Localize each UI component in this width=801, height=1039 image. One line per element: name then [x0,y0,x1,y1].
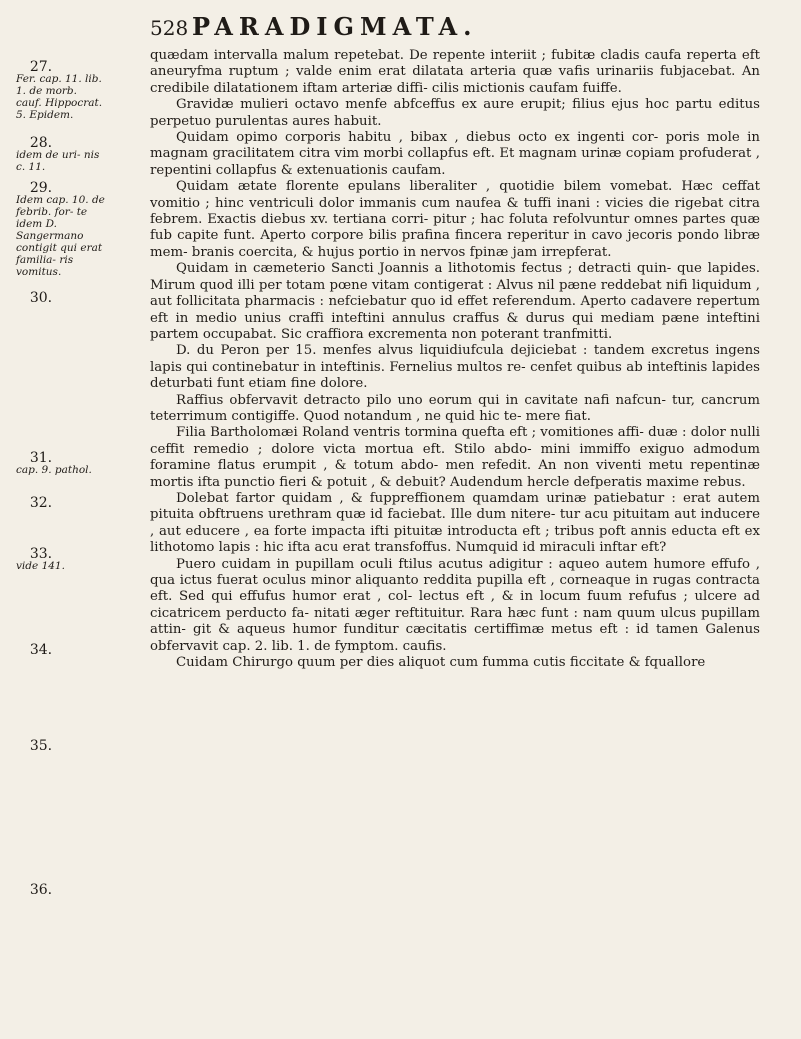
paragraph: Cuidam Chirurgo quum per dies aliquot cum fumma cutis ficcitate & fquallore [176,655,706,671]
paragraph: Raffius obfervavit detracto pilo uno eorum qui in cavitate nafi nafcun- tur, cancrum teterrimum contigiffe. Quod notandum , ne quid hic te- mere fiat. [150,392,760,424]
paragraph: D. du Peron per 15. menfes alvus liquidiufcula dejiciebat : tandem excretus ingens lapis qui continebatur in inteftinis. Fernelius multos re- cenfet quibus ab inteftinis lapides deturbati funt etiam fine dolore. [150,343,760,392]
paragraph: quædam intervalla malum repetebat. De repente interiit ; fubitæ cladis caufa reperta eft aneuryfma ruptum ; valde enim erat dilatata arteria quæ vafis urinariis fubjacebat. An credibile dilatationem iftam arteriæ diffi- cilis mictionis caufam fuiffe. [150,48,760,96]
margin-note-text: Fer. cap. 11. lib. 1. de morb. cauf. Hippocrat. 5. Epidem. [16,73,103,121]
margin-note [16,497,106,509]
margin-note-number: 27. [29,59,53,75]
margin-note [16,61,106,121]
margin-note [16,292,106,304]
margin-note [16,182,106,278]
page-header [150,10,710,42]
margin-note-text: Idem cap. 10. de febrib. for- te idem D. Sangermano contigit qui erat familia- ris vomitus. [16,194,105,278]
margin-note [16,137,106,173]
margin-note-number: 31. [29,450,53,466]
paragraph: Quidam opimo corporis habitu , bibax , diebus octo ex ingenti cor- poris mole in magnam gracilitatem citra vim morbi collapfus eft. Et magnam urinæ copiam profuderat , repentini collapfus & extenuationis caufam. [150,130,760,178]
margin-note-number: 32. [29,495,53,511]
margin-note [16,644,106,656]
margin-note-text: idem de uri- nis c. 11. [16,149,100,173]
margin-note-number: 33. [29,546,53,562]
paragraph: Dolebat fartor quidam , & fuppreffionem quamdam urinæ patiebatur : erat autem pituita obftruens urethram quæ id faciebat. Ille dum nitere- tur acu pituitam aut inducere , aut educere , ea forte impacta ifti pituitæ introducta eft ; tribus poft annis educta eft ex lithotomo lapis : hic ifta acu erat transfoffus. Numquid id miraculi inftar eft? [150,490,760,556]
margin-note-number: 29. [29,180,53,196]
margin-note [16,452,106,476]
margin-note-number: 34. [29,642,53,658]
paragraph: Gravidæ mulieri octavo menfe abfceffus ex aure erupit; filius ejus hoc partu editus perpetuo purulentas aures habuit. [150,97,760,129]
margin-note-text: vide 141. [16,560,65,572]
margin-note-number: 30. [29,290,53,306]
paragraph: Quidam ætate florente epulans liberaliter , quotidie bilem vomebat. Hæc ceffat vomitio ; hinc ventriculi dolor immanis cum naufea & tuffi inani : vicies die rigebat citra febrem. Exactis diebus xv. tertiana corri- pitur ; hac foluta refolvuntur omnes partes quæ fub capite funt. Aperto corpore bilis prafina fincera reperitur in cavo jecoris pondo libræ mem- branis coercita, & hujus portio in nervos fpinæ jam irrepferat. [150,179,760,260]
main-text [150,48,760,671]
margin-notes [8,52,105,1039]
margin-note-number: 36. [29,882,53,898]
paragraph: Puero cuidam in pupillam oculi ftilus acutus adigitur : aqueo autem humore effufo , qua ictus fuerat oculus minor aliquanto reddita pupilla eft , corneaque in rugas contracta eft. Sed qui effufus humor erat , col- lectus eft , & in locum fuum refufus ; ulcere ad cicatricem perducto fa- nitati æger reftituitur. Rara hæc funt : nam quum ulcus pupillam attin- git & aqueus humor funditur cæcitatis certiffimæ metus eft : id tamen Galenus obfervavit cap. 2. lib. 1. de fymptom. caufis. [150,556,760,654]
margin-note [16,884,106,896]
margin-note-text: cap. 9. pathol. [16,464,92,476]
margin-note [16,740,106,752]
paragraph: Quidam in cæmeterio Sancti Joannis a lithotomis fectus ; detracti quin- que lapides. Mirum quod illi per totam pœne vitam contigerat : Alvus nil pæne reddebat nifi liquidum , aut follicitata pharmacis : nefciebatur quo id effet referendum. Aperto cadavere repertum eft in medio unius craffi inteftini annulus craffus & durus qui mediam pæne inteftini partem occupabat. Sic craffiora excrementa non poterant tranfmitti. [150,261,760,342]
margin-note [16,548,106,572]
running-title: PARADIGMATA. [192,12,478,41]
margin-note-number: 35. [29,738,53,754]
margin-note-number: 28. [29,135,53,151]
page-number: 528 [150,16,189,40]
paragraph: Filia Bartholomæi Roland ventris tormina quefta eft ; vomitiones affi- duæ : dolor nulli ceffit remedio ; dolore victa mortua eft. Stilo abdo- mini immiffo exiguo admodum foramine flatus erumpit , & totum abdo- men refedit. An non viventi metu repentinæ mortis ifta punctio fieri & potuit , & debuit? Audendum hercle defperatis maxime rebus. [150,425,760,490]
